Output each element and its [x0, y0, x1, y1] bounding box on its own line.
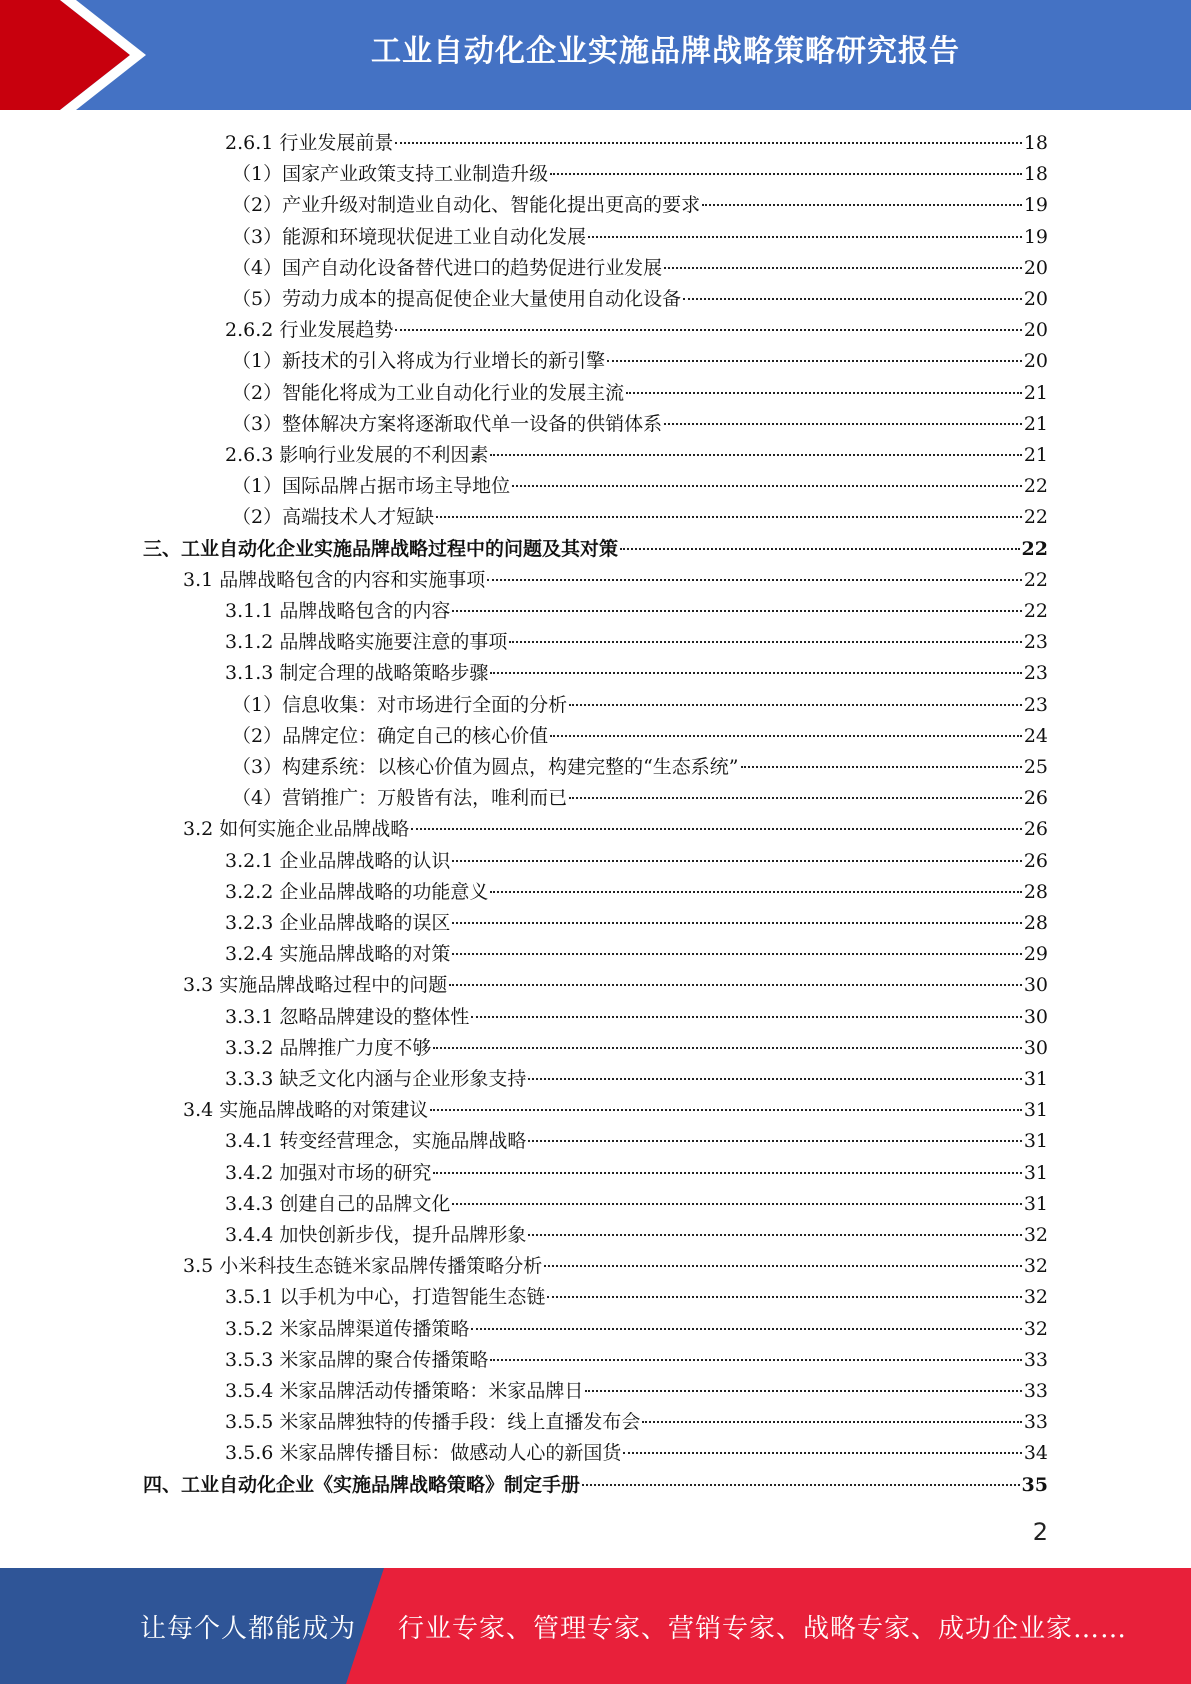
toc-entry[interactable]	[143, 1470, 1048, 1501]
toc-dot-leader	[512, 485, 1022, 487]
toc-dot-leader	[471, 1016, 1021, 1018]
toc-entry-page: 30	[1023, 1036, 1048, 1059]
toc-entry-label: 3.3.2 品牌推广力度不够	[225, 1036, 432, 1059]
toc-entry-label: 四、工业自动化企业《实施品牌战略策略》制定手册	[143, 1473, 581, 1496]
toc-entry[interactable]	[232, 190, 1048, 221]
toc-entry[interactable]	[225, 939, 1048, 970]
toc-entry-label: 3.2.3 企业品牌战略的误区	[225, 912, 451, 934]
toc-dot-leader	[626, 392, 1022, 394]
toc-entry[interactable]	[225, 627, 1048, 658]
toc-entry-label: 三、工业自动化企业实施品牌战略过程中的问题及其对策	[143, 537, 619, 560]
toc-dot-leader	[452, 1203, 1021, 1205]
toc-entry-page: 23	[1023, 693, 1048, 716]
toc-entry[interactable]	[183, 814, 1048, 845]
toc-entry-label: 3.3 实施品牌战略过程中的问题	[183, 974, 448, 997]
toc-entry[interactable]	[183, 1251, 1048, 1282]
toc-entry-label: （3）构建系统：以核心价值为圆点，构建完整的“生态系统”	[232, 756, 739, 778]
toc-dot-leader	[395, 329, 1021, 331]
toc-entry-page: 32	[1023, 1255, 1048, 1278]
toc-entry-page: 28	[1023, 912, 1048, 934]
toc-entry-label: 3.5.3 米家品牌的聚合传播策略	[225, 1348, 489, 1371]
toc-dot-leader	[509, 641, 1021, 643]
toc-dot-leader	[623, 1452, 1021, 1454]
footer-banner	[0, 1568, 1191, 1684]
toc-entry[interactable]	[232, 284, 1048, 315]
toc-entry-label: 3.5.2 米家品牌渠道传播策略	[225, 1317, 470, 1340]
toc-entry-page: 33	[1023, 1380, 1048, 1402]
toc-dot-leader	[741, 766, 1022, 768]
toc-entry[interactable]	[232, 690, 1048, 721]
toc-entry[interactable]	[232, 752, 1048, 783]
toc-entry[interactable]	[232, 409, 1048, 440]
toc-entry-label: 3.1.1 品牌战略包含的内容	[225, 600, 451, 622]
toc-dot-leader	[550, 735, 1022, 737]
toc-entry[interactable]	[232, 222, 1048, 253]
toc-entry-page: 21	[1023, 444, 1048, 466]
toc-entry-page: 26	[1023, 849, 1048, 872]
toc-entry[interactable]	[225, 877, 1048, 908]
toc-dot-leader	[547, 1296, 1021, 1298]
toc-entry[interactable]	[225, 128, 1048, 159]
toc-entry-page: 35	[1021, 1473, 1048, 1496]
toc-entry-label: （4）国产自动化设备替代进口的趋势促进行业发展	[232, 256, 663, 279]
toc-entry-page: 31	[1023, 1192, 1048, 1215]
toc-entry[interactable]	[225, 596, 1048, 627]
toc-entry-label: 3.3.1 忽略品牌建设的整体性	[225, 1005, 470, 1028]
toc-entry[interactable]	[232, 253, 1048, 284]
toc-entry-label: 3.1 品牌战略包含的内容和实施事项	[183, 568, 486, 591]
toc-entry-label: 3.2.2 企业品牌战略的功能意义	[225, 880, 489, 903]
toc-entry-page: 20	[1023, 256, 1048, 279]
toc-entry-label: （3）能源和环境现状促进工业自动化发展	[232, 225, 587, 248]
toc-dot-leader	[664, 267, 1022, 269]
toc-entry[interactable]	[143, 534, 1048, 565]
toc-entry-label: （1）国家产业政策支持工业制造升级	[232, 163, 549, 186]
toc-entry-page: 21	[1023, 412, 1048, 435]
red-chevron-decoration	[0, 0, 160, 110]
toc-entry-page: 20	[1023, 319, 1048, 342]
toc-entry-page: 32	[1023, 1286, 1048, 1309]
toc-entry-page: 22	[1023, 600, 1048, 622]
toc-entry-page: 21	[1023, 381, 1048, 404]
toc-dot-leader	[683, 298, 1022, 300]
toc-entry-label: （5）劳动力成本的提高促使企业大量使用自动化设备	[232, 288, 682, 310]
toc-entry-label: 3.2.1 企业品牌战略的认识	[225, 849, 451, 872]
toc-entry-label: 3.1.2 品牌战略实施要注意的事项	[225, 631, 508, 654]
toc-entry-page: 31	[1023, 1161, 1048, 1184]
toc-entry-label: （1）国际品牌占据市场主导地位	[232, 475, 511, 498]
toc-entry[interactable]	[225, 1282, 1048, 1313]
document-title: 工业自动化企业实施品牌战略策略研究报告	[371, 34, 960, 69]
toc-dot-leader	[582, 1484, 1020, 1486]
toc-entry-page: 31	[1023, 1068, 1048, 1090]
toc-dot-leader	[395, 142, 1021, 144]
toc-entry[interactable]	[183, 1095, 1048, 1126]
toc-entry-label: 2.6.2 行业发展趋势	[225, 319, 394, 342]
toc-dot-leader	[452, 953, 1021, 955]
footer-slogan-right: 行业专家、管理专家、营销专家、战略专家、成功企业家……	[398, 1614, 1128, 1644]
toc-entry[interactable]	[232, 378, 1048, 409]
toc-entry-page: 22	[1021, 537, 1048, 560]
toc-entry-label: 3.5.4 米家品牌活动传播策略：米家品牌日	[225, 1380, 584, 1402]
toc-dot-leader	[411, 828, 1022, 830]
toc-entry-page: 30	[1023, 974, 1048, 997]
toc-entry-page: 26	[1023, 818, 1048, 841]
toc-entry[interactable]	[232, 471, 1048, 502]
toc-dot-leader	[528, 1140, 1021, 1142]
toc-entry[interactable]	[225, 1407, 1048, 1438]
toc-entry-page: 18	[1023, 163, 1048, 186]
toc-entry-label: 3.1.3 制定合理的战略策略步骤	[225, 662, 489, 685]
toc-entry-page: 22	[1023, 506, 1048, 529]
toc-entry-label: （1）新技术的引入将成为行业增长的新引擎	[232, 350, 606, 373]
toc-entry[interactable]	[225, 1376, 1048, 1407]
toc-entry-page: 28	[1023, 880, 1048, 903]
toc-entry-page: 31	[1023, 1130, 1048, 1153]
toc-entry[interactable]	[225, 908, 1048, 939]
toc-entry-label: （3）整体解决方案将逐渐取代单一设备的供销体系	[232, 412, 663, 435]
toc-entry[interactable]	[232, 346, 1048, 377]
toc-entry[interactable]	[225, 1314, 1048, 1345]
toc-entry-label: （2）智能化将成为工业自动化行业的发展主流	[232, 381, 625, 404]
toc-dot-leader	[471, 1328, 1021, 1330]
toc-dot-leader	[452, 922, 1021, 924]
toc-entry[interactable]	[225, 1189, 1048, 1220]
toc-entry-page: 34	[1023, 1442, 1048, 1465]
toc-dot-leader	[607, 360, 1022, 362]
toc-dot-leader	[487, 579, 1022, 581]
toc-dot-leader	[430, 1109, 1022, 1111]
toc-dot-leader	[642, 1421, 1021, 1423]
toc-entry-page: 32	[1023, 1317, 1048, 1340]
toc-entry-label: 3.5.5 米家品牌独特的传播手段：线上直播发布会	[225, 1411, 641, 1434]
toc-dot-leader	[569, 797, 1022, 799]
toc-entry-label: （4）营销推广：万般皆有法，唯利而已	[232, 787, 568, 810]
toc-entry-page: 25	[1023, 756, 1048, 778]
toc-entry-page: 33	[1023, 1411, 1048, 1434]
toc-entry-label: 3.5.6 米家品牌传播目标：做感动人心的新国货	[225, 1442, 622, 1465]
toc-dot-leader	[490, 1359, 1021, 1361]
toc-dot-leader	[436, 516, 1022, 518]
toc-entry-page: 30	[1023, 1005, 1048, 1028]
toc-entry-page: 33	[1023, 1348, 1048, 1371]
toc-entry-label: 2.6.1 行业发展前景	[225, 132, 394, 154]
toc-entry-page: 23	[1023, 662, 1048, 685]
toc-entry-page: 32	[1023, 1224, 1048, 1246]
toc-dot-leader	[490, 672, 1021, 674]
toc-dot-leader	[588, 236, 1022, 238]
toc-entry[interactable]	[225, 1345, 1048, 1376]
toc-dot-leader	[490, 891, 1021, 893]
toc-entry[interactable]	[225, 1033, 1048, 1064]
toc-entry[interactable]	[225, 1064, 1048, 1095]
toc-entry-page: 24	[1023, 724, 1048, 747]
toc-entry-label: 2.6.3 影响行业发展的不利因素	[225, 444, 489, 466]
toc-entry-label: 3.3.3 缺乏文化内涵与企业形象支持	[225, 1068, 527, 1090]
toc-dot-leader	[702, 204, 1022, 206]
toc-dot-leader	[585, 1390, 1021, 1392]
toc-dot-leader	[620, 548, 1020, 550]
toc-dot-leader	[544, 1265, 1022, 1267]
toc-entry[interactable]	[225, 440, 1048, 471]
toc-entry-page: 20	[1023, 350, 1048, 373]
footer-slogan-left: 让每个人都能成为	[140, 1614, 357, 1644]
toc-entry-label: 3.4.4 加快创新步伐，提升品牌形象	[225, 1224, 527, 1246]
toc-entry[interactable]	[225, 1220, 1048, 1251]
toc-dot-leader	[528, 1234, 1021, 1236]
toc-entry-label: 3.4.2 加强对市场的研究	[225, 1161, 432, 1184]
toc-dot-leader	[449, 984, 1022, 986]
toc-entry-label: 3.5 小米科技生态链米家品牌传播策略分析	[183, 1255, 543, 1278]
toc-entry-label: 3.4.1 转变经营理念，实施品牌战略	[225, 1130, 527, 1153]
toc-entry-page: 29	[1023, 943, 1048, 966]
toc-entry-label: 3.4.3 创建自己的品牌文化	[225, 1192, 451, 1215]
toc-entry-page: 23	[1023, 631, 1048, 654]
toc-entry-page: 22	[1023, 568, 1048, 591]
page-number: 2	[1032, 1518, 1048, 1546]
toc-dot-leader	[664, 423, 1022, 425]
toc-entry[interactable]	[232, 721, 1048, 752]
toc-entry-label: 3.2 如何实施企业品牌战略	[183, 818, 410, 841]
toc-entry[interactable]	[225, 658, 1048, 689]
toc-dot-leader	[452, 860, 1021, 862]
toc-entry[interactable]	[232, 502, 1048, 533]
toc-entry[interactable]	[225, 315, 1048, 346]
toc-entry-page: 19	[1023, 225, 1048, 248]
toc-entry[interactable]	[232, 159, 1048, 190]
toc-entry[interactable]	[225, 1002, 1048, 1033]
toc-entry-page: 20	[1023, 288, 1048, 310]
toc-entry-label: 3.4 实施品牌战略的对策建议	[183, 1099, 429, 1122]
toc-entry[interactable]	[225, 846, 1048, 877]
toc-entry-label: 3.5.1 以手机为中心，打造智能生态链	[225, 1286, 546, 1309]
toc-entry-page: 22	[1023, 475, 1048, 498]
toc-entry[interactable]	[232, 783, 1048, 814]
toc-entry[interactable]	[183, 565, 1048, 596]
toc-entry-page: 31	[1023, 1099, 1048, 1122]
toc-entry[interactable]	[225, 1158, 1048, 1189]
toc-dot-leader	[433, 1172, 1021, 1174]
toc-entry-label: （1）信息收集：对市场进行全面的分析	[232, 693, 568, 716]
toc-entry[interactable]	[225, 1438, 1048, 1469]
toc-entry-label: （2）高端技术人才短缺	[232, 506, 435, 529]
toc-entry-page: 18	[1023, 132, 1048, 154]
toc-dot-leader	[569, 704, 1022, 706]
toc-entry-label: （2）品牌定位：确定自己的核心价值	[232, 724, 549, 747]
toc-dot-leader	[452, 610, 1021, 612]
toc-dot-leader	[490, 454, 1021, 456]
toc-entry[interactable]	[183, 970, 1048, 1001]
toc-dot-leader	[550, 173, 1022, 175]
toc-entry[interactable]	[225, 1126, 1048, 1157]
toc-entry-page: 19	[1023, 194, 1048, 217]
header-bar	[0, 0, 1191, 110]
toc-dot-leader	[433, 1047, 1021, 1049]
toc-dot-leader	[528, 1078, 1021, 1080]
toc-entry-page: 26	[1023, 787, 1048, 810]
toc-entry-label: （2）产业升级对制造业自动化、智能化提出更高的要求	[232, 194, 701, 217]
toc-entry-label: 3.2.4 实施品牌战略的对策	[225, 943, 451, 966]
